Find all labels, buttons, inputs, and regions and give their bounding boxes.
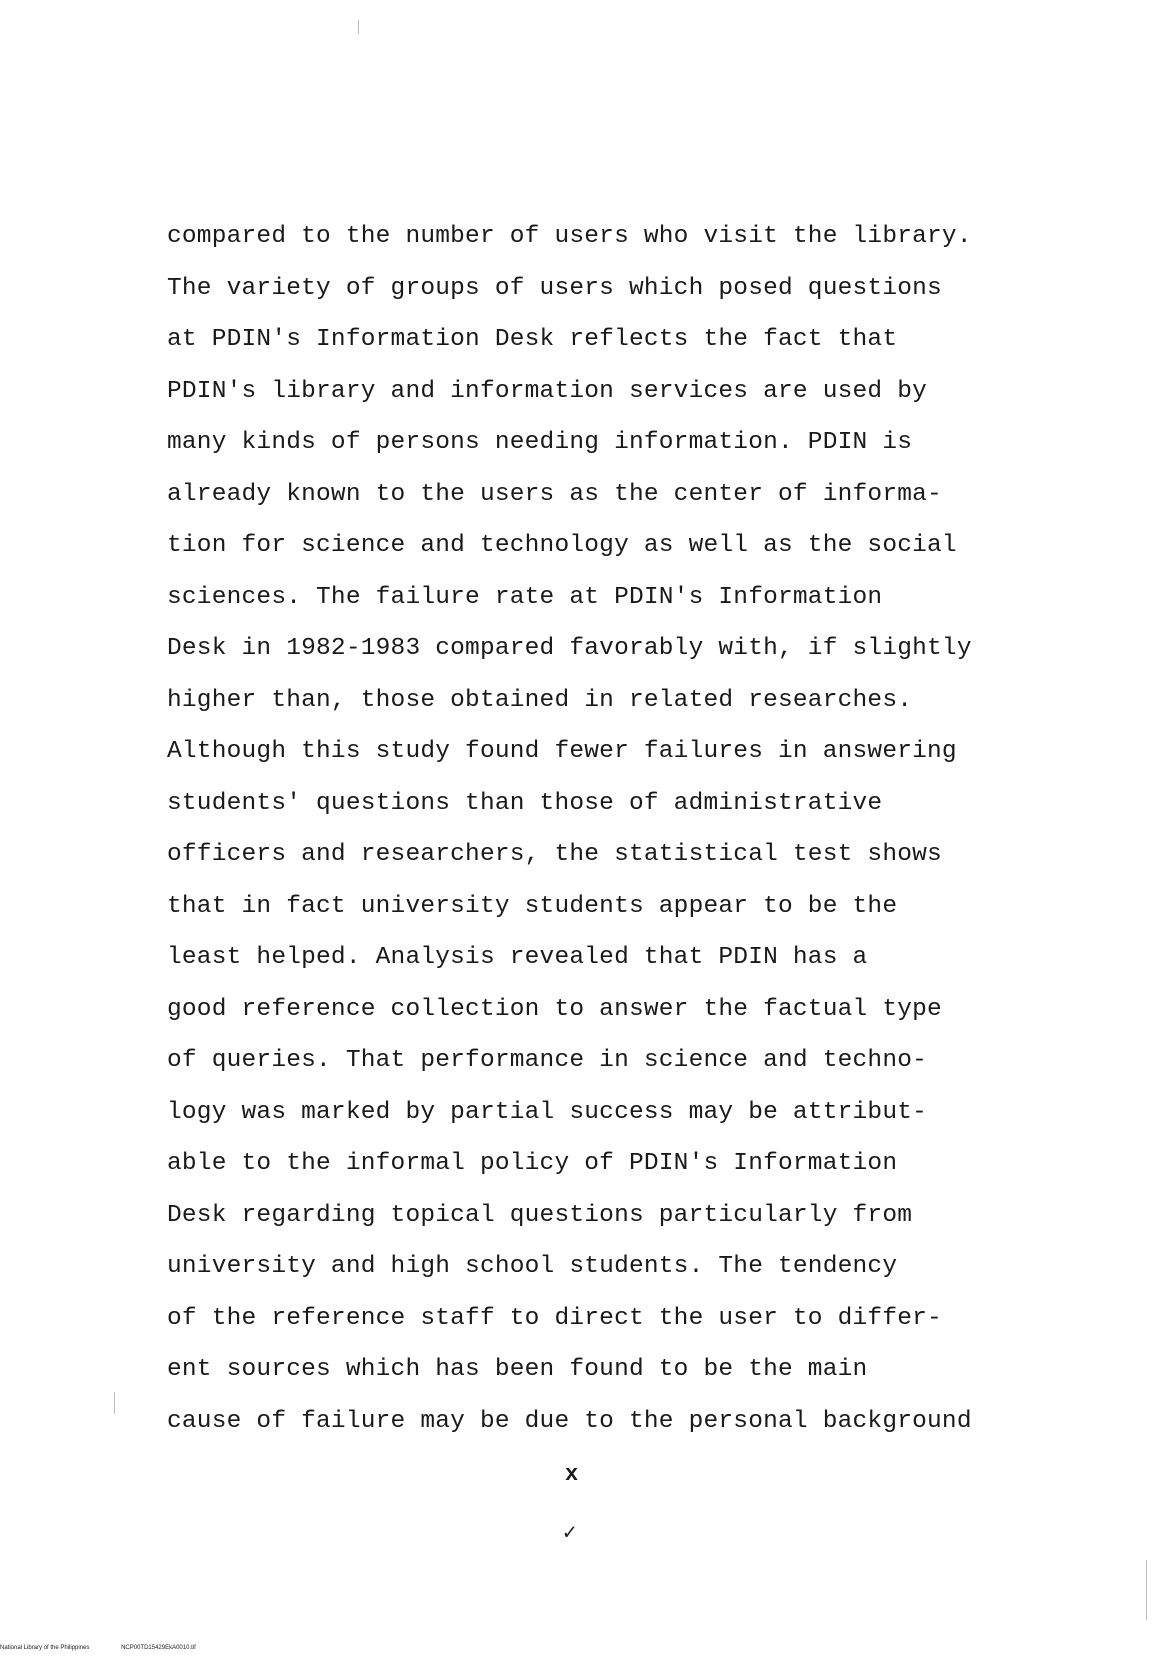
text-line: compared to the number of users who visit the library. — [167, 223, 972, 250]
scan-speck — [114, 1392, 115, 1414]
text-line: Although this study found fewer failures in answering — [167, 738, 957, 765]
text-line: of queries. That performance in science and techno- — [167, 1047, 928, 1074]
text-line: logy was marked by partial success may be attribut- — [167, 1098, 928, 1126]
footer-library: National Library of the Philippines — [0, 1645, 90, 1651]
text-line: that in fact university students appear to be the — [167, 892, 898, 920]
text-line: Desk regarding topical questions particularly from — [167, 1201, 913, 1229]
text-line: Desk in 1982-1983 compared favorably with, if slightly — [167, 635, 972, 662]
text-line: higher than, those obtained in related researches. — [167, 686, 913, 714]
text-line: tion for science and technology as well as the social — [167, 532, 957, 559]
text-line: officers and researchers, the statistical test shows — [167, 841, 942, 868]
text-line: sciences. The failure rate at PDIN's Information — [167, 583, 883, 611]
text-line: already known to the users as the center of informa- — [167, 480, 942, 508]
body-paragraph — [167, 222, 1047, 1458]
scan-speck — [1146, 1560, 1147, 1620]
text-line: students' questions than those of administrative — [167, 789, 883, 817]
text-line: PDIN's library and information services are used by — [167, 377, 928, 405]
text-line: cause of failure may be due to the personal background — [167, 1407, 972, 1435]
text-line: The variety of groups of users which posed questions — [167, 274, 942, 302]
scan-speck — [358, 20, 359, 34]
text-line: university and high school students. The tendency — [167, 1253, 898, 1280]
text-line: least helped. Analysis revealed that PDIN has a — [167, 944, 868, 971]
text-line: able to the informal policy of PDIN's Information — [167, 1150, 898, 1177]
page-number: x — [565, 1462, 579, 1487]
text-line: good reference collection to answer the factual type — [167, 995, 942, 1023]
text-line: many kinds of persons needing information. PDIN is — [167, 429, 913, 456]
text-line: at PDIN's Information Desk reflects the fact that — [167, 326, 898, 353]
text-line: of the reference staff to direct the user to differ- — [167, 1304, 942, 1332]
scan-footer — [0, 1645, 226, 1651]
check-mark: ✓ — [563, 1521, 577, 1546]
footer-filename: NCP00TD15429EkA0010.tif — [121, 1645, 196, 1651]
text-line: ent sources which has been found to be the main — [167, 1356, 868, 1383]
